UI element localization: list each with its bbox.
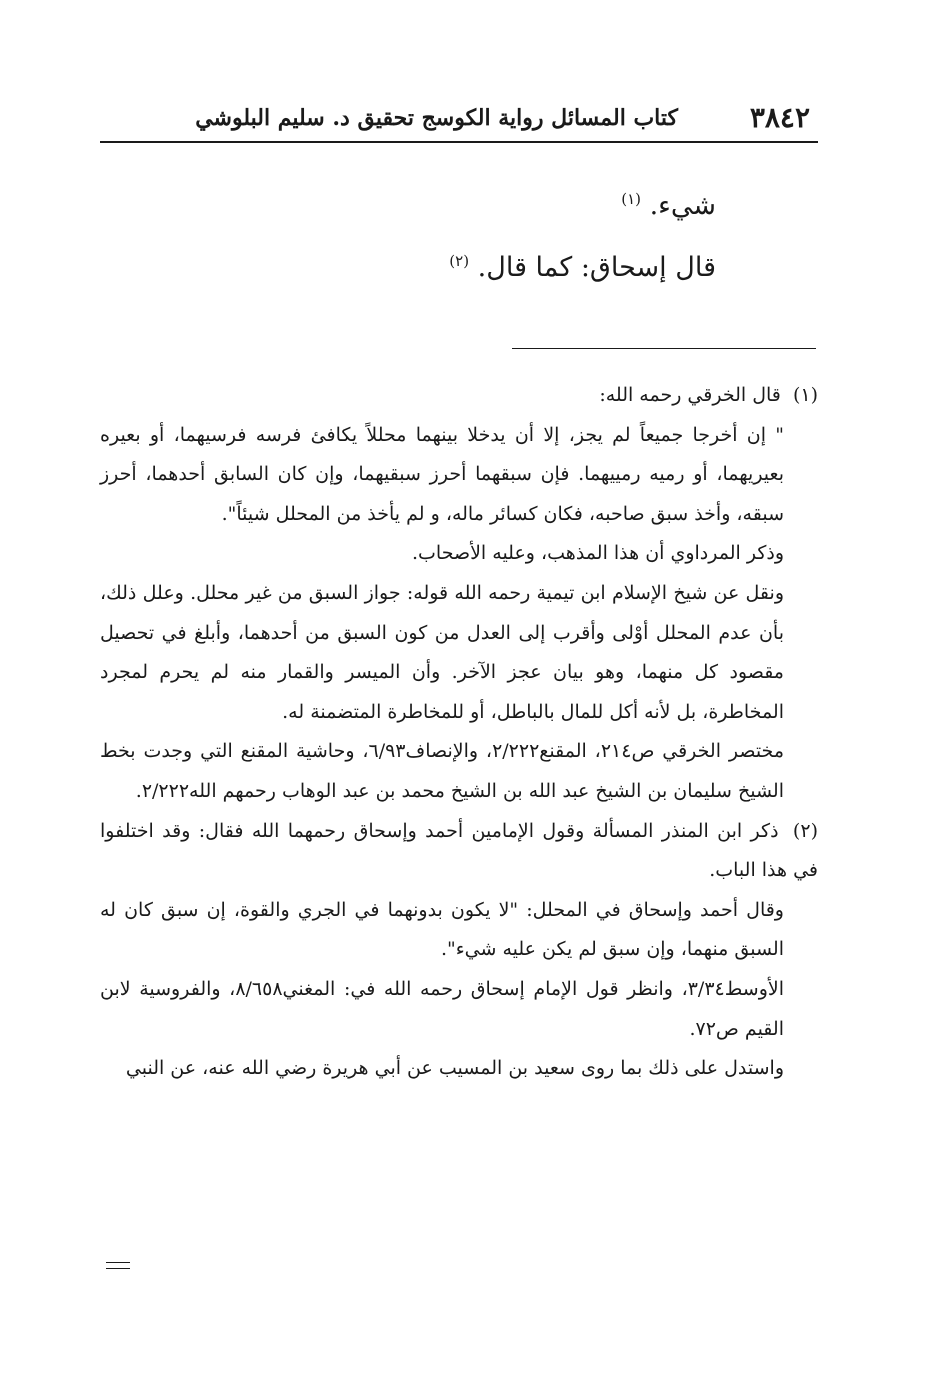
footnote-2-heading xyxy=(100,812,818,891)
main-text-line-content: شيء. xyxy=(649,190,716,221)
footnote-text: قال الخرقي رحمه الله: xyxy=(599,384,781,406)
main-text xyxy=(196,175,716,299)
running-title: كتاب المسائل رواية الكوسج تحقيق د. سليم البلوشي xyxy=(195,105,678,131)
footnote-paragraph: الأوسط٣/٣٤، وانظر قول الإمام إسحاق رحمه الله في: المغني٨/٦٥٨، والفروسية لابن القيم ص٧٢. xyxy=(100,977,784,1040)
footnote-paragraph: " إن أخرجا جميعاً لم يجز، إلا أن يدخلا بينهما محللاً يكافئ فرسه فرسيهما، أو بعيره بعيريهما، أو رميه رمييهما. فإن سبقهما أحرز سبقيهما، وإن كان السابق أحدهما، أحرز سبقه، وأخذ سبق صاحبه، فكان كسائر ماله، و لم يأخذ من المحلل شيئاً". xyxy=(100,423,784,525)
footnote-paragraph: واستدل على ذلك بما روى سعيد بن المسيب عن أبي هريرة رضي الله عنه، عن النبي xyxy=(125,1057,784,1080)
footnote-separator xyxy=(512,348,816,349)
main-text-line xyxy=(196,175,716,237)
continuation-mark xyxy=(106,1262,130,1274)
footnote-reference: (٢) xyxy=(449,252,470,270)
main-text-line-content: قال إسحاق: كما قال. xyxy=(477,252,716,283)
footnote-text: ذكر ابن المنذر المسألة وقول الإمامين أحمد وإسحاق رحمهما الله فقال: وقد اختلفوا في هذا الباب. xyxy=(100,819,818,882)
page-header xyxy=(100,95,818,143)
footnote-1-heading xyxy=(100,376,818,416)
main-text-line xyxy=(196,237,716,299)
page-number: ٣٨٤٢ xyxy=(749,101,810,134)
continuation-line xyxy=(106,1268,130,1269)
footnotes xyxy=(100,376,818,1089)
footnote-paragraph: وذكر المرداوي أن هذا المذهب، وعليه الأصحاب. xyxy=(411,542,784,565)
continuation-line xyxy=(106,1262,130,1263)
footnote-paragraph: مختصر الخرقي ص٢١٤، المقنع٢/٢٢٢، والإنصاف٦/٩٣، وحاشية المقنع التي وجدت بخط الشيخ سليمان بن الشيخ عبد الله بن الشيخ محمد بن عبد الوهاب رحمهم الله٢/٢٢٢. xyxy=(100,740,784,802)
footnote-paragraph: ونقل عن شيخ الإسلام ابن تيمية رحمه الله قوله: جواز السبق من غير محلل. وعلل ذلك، بأن عدم المحلل أوْلى وأقرب إلى العدل من كون السبق من أحدهما، وأبلغ في تحصيل مقصود كل منهما، وهو بيان عجز الآخر. وأن الميسر والقمار منه لم يحرم لمجرد المخاطرة، بل لأنه أكل للمال بالباطل، أو للمخاطرة المتضمنة له. xyxy=(100,581,784,723)
footnote-marker: (٢) xyxy=(792,819,818,842)
footnote-marker: (١) xyxy=(792,384,818,406)
footnote-paragraph: وقال أحمد وإسحاق في المحلل: "لا يكون بدونهما في الجري والقوة، إن سبق كان له السبق منهما، وإن سبق لم يكن عليه شيء". xyxy=(100,898,784,961)
footnote-reference: (١) xyxy=(621,190,641,208)
